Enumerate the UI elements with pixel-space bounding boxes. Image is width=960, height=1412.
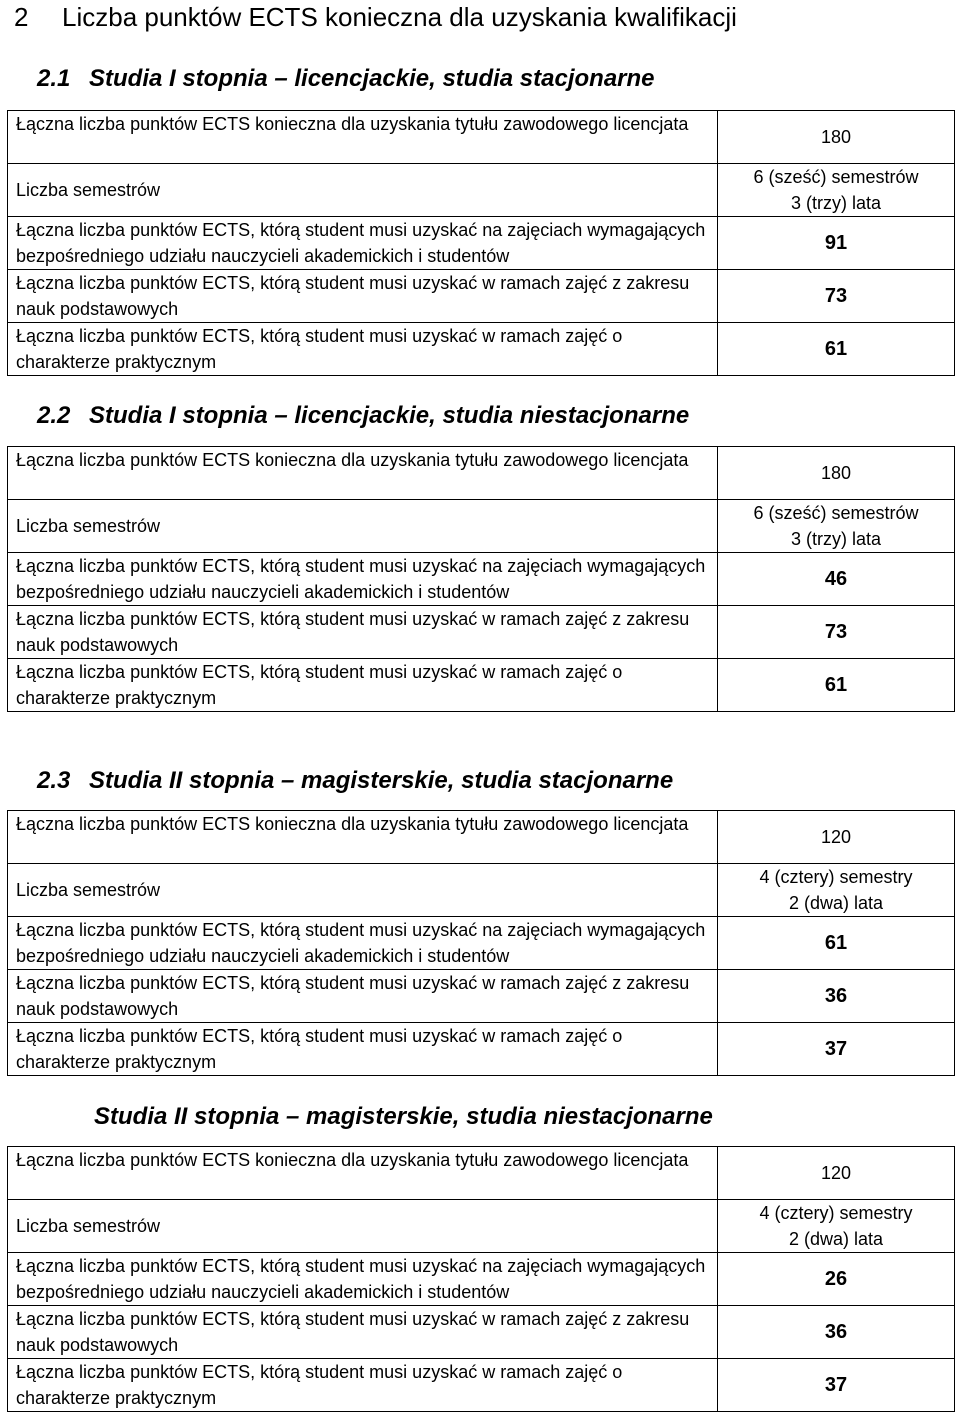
value-practical: 37 <box>718 1023 955 1076</box>
ects-table-2-2 <box>7 446 955 712</box>
value-practical: 61 <box>718 659 955 712</box>
row-label-practical: Łączna liczba punktów ECTS, którą student musi uzyskać w ramach zajęć o charakterze praktycznym <box>8 659 718 712</box>
ects-table-master-part-time <box>7 1146 955 1412</box>
table-row <box>8 659 955 712</box>
row-label-basic-sciences: Łączna liczba punktów ECTS, którą student musi uzyskać w ramach zajęć z zakresu nauk podstawowych <box>8 1306 718 1359</box>
row-label-semesters: Liczba semestrów <box>8 864 718 917</box>
value-total-ects: 180 <box>718 447 955 500</box>
row-label-practical: Łączna liczba punktów ECTS, którą student musi uzyskać w ramach zajęć o charakterze praktycznym <box>8 323 718 376</box>
table-row <box>8 811 955 864</box>
value-semesters: 4 (cztery) semestry 2 (dwa) lata <box>718 1200 955 1253</box>
table-row <box>8 1359 955 1412</box>
table-row <box>8 864 955 917</box>
chapter-heading <box>14 2 737 32</box>
value-total-ects: 120 <box>718 811 955 864</box>
section-title-2-3: 2.3 Studia II stopnia – magisterskie, studia stacjonarne <box>37 767 674 794</box>
row-label-basic-sciences: Łączna liczba punktów ECTS, którą student musi uzyskać w ramach zajęć z zakresu nauk podstawowych <box>8 970 718 1023</box>
section-title-2-1: 2.1 Studia I stopnia – licencjackie, studia stacjonarne <box>37 65 655 92</box>
ects-table-2-3 <box>7 810 955 1076</box>
value-total-ects: 180 <box>718 111 955 164</box>
table-row <box>8 1253 955 1306</box>
chapter-title: Liczba punktów ECTS konieczna dla uzyskania kwalifikacji <box>62 2 737 32</box>
table-row <box>8 970 955 1023</box>
value-semesters: 4 (cztery) semestry 2 (dwa) lata <box>718 864 955 917</box>
table-row <box>8 111 955 164</box>
value-basic-sciences: 36 <box>718 1306 955 1359</box>
row-label-total-ects: Łączna liczba punktów ECTS konieczna dla uzyskania tytułu zawodowego licencjata <box>8 111 718 164</box>
table-row <box>8 270 955 323</box>
table-row <box>8 553 955 606</box>
table-row <box>8 1147 955 1200</box>
table-row <box>8 1023 955 1076</box>
table-row <box>8 323 955 376</box>
table-row <box>8 917 955 970</box>
row-label-semesters: Liczba semestrów <box>8 500 718 553</box>
chapter-number: 2 <box>14 2 29 32</box>
row-label-direct-contact: Łączna liczba punktów ECTS, którą student musi uzyskać na zajęciach wymagających bezpośredniego udziału nauczycieli akademickich i studentów <box>8 1253 718 1306</box>
value-practical: 37 <box>718 1359 955 1412</box>
value-direct-contact: 46 <box>718 553 955 606</box>
row-label-basic-sciences: Łączna liczba punktów ECTS, którą student musi uzyskać w ramach zajęć z zakresu nauk podstawowych <box>8 606 718 659</box>
row-label-semesters: Liczba semestrów <box>8 1200 718 1253</box>
table-row <box>8 606 955 659</box>
value-basic-sciences: 36 <box>718 970 955 1023</box>
value-direct-contact: 91 <box>718 217 955 270</box>
section-title-2-2: 2.2 Studia I stopnia – licencjackie, studia niestacjonarne <box>37 402 690 429</box>
value-total-ects: 120 <box>718 1147 955 1200</box>
table-row <box>8 447 955 500</box>
table-row <box>8 1200 955 1253</box>
table-row <box>8 1306 955 1359</box>
row-label-total-ects: Łączna liczba punktów ECTS konieczna dla uzyskania tytułu zawodowego licencjata <box>8 1147 718 1200</box>
row-label-practical: Łączna liczba punktów ECTS, którą student musi uzyskać w ramach zajęć o charakterze praktycznym <box>8 1023 718 1076</box>
value-direct-contact: 26 <box>718 1253 955 1306</box>
row-label-direct-contact: Łączna liczba punktów ECTS, którą student musi uzyskać na zajęciach wymagających bezpośredniego udziału nauczycieli akademickich i studentów <box>8 217 718 270</box>
row-label-semesters: Liczba semestrów <box>8 164 718 217</box>
section-title-master-part-time: Studia II stopnia – magisterskie, studia niestacjonarne <box>94 1103 713 1130</box>
row-label-direct-contact: Łączna liczba punktów ECTS, którą student musi uzyskać na zajęciach wymagających bezpośredniego udziału nauczycieli akademickich i studentów <box>8 553 718 606</box>
row-label-practical: Łączna liczba punktów ECTS, którą student musi uzyskać w ramach zajęć o charakterze praktycznym <box>8 1359 718 1412</box>
ects-table-2-1 <box>7 110 955 376</box>
value-practical: 61 <box>718 323 955 376</box>
row-label-total-ects: Łączna liczba punktów ECTS konieczna dla uzyskania tytułu zawodowego licencjata <box>8 447 718 500</box>
value-semesters: 6 (sześć) semestrów 3 (trzy) lata <box>718 164 955 217</box>
value-direct-contact: 61 <box>718 917 955 970</box>
value-semesters: 6 (sześć) semestrów 3 (trzy) lata <box>718 500 955 553</box>
row-label-total-ects: Łączna liczba punktów ECTS konieczna dla uzyskania tytułu zawodowego licencjata <box>8 811 718 864</box>
value-basic-sciences: 73 <box>718 606 955 659</box>
table-row <box>8 500 955 553</box>
value-basic-sciences: 73 <box>718 270 955 323</box>
row-label-basic-sciences: Łączna liczba punktów ECTS, którą student musi uzyskać w ramach zajęć z zakresu nauk podstawowych <box>8 270 718 323</box>
table-row <box>8 217 955 270</box>
table-row <box>8 164 955 217</box>
row-label-direct-contact: Łączna liczba punktów ECTS, którą student musi uzyskać na zajęciach wymagających bezpośredniego udziału nauczycieli akademickich i studentów <box>8 917 718 970</box>
